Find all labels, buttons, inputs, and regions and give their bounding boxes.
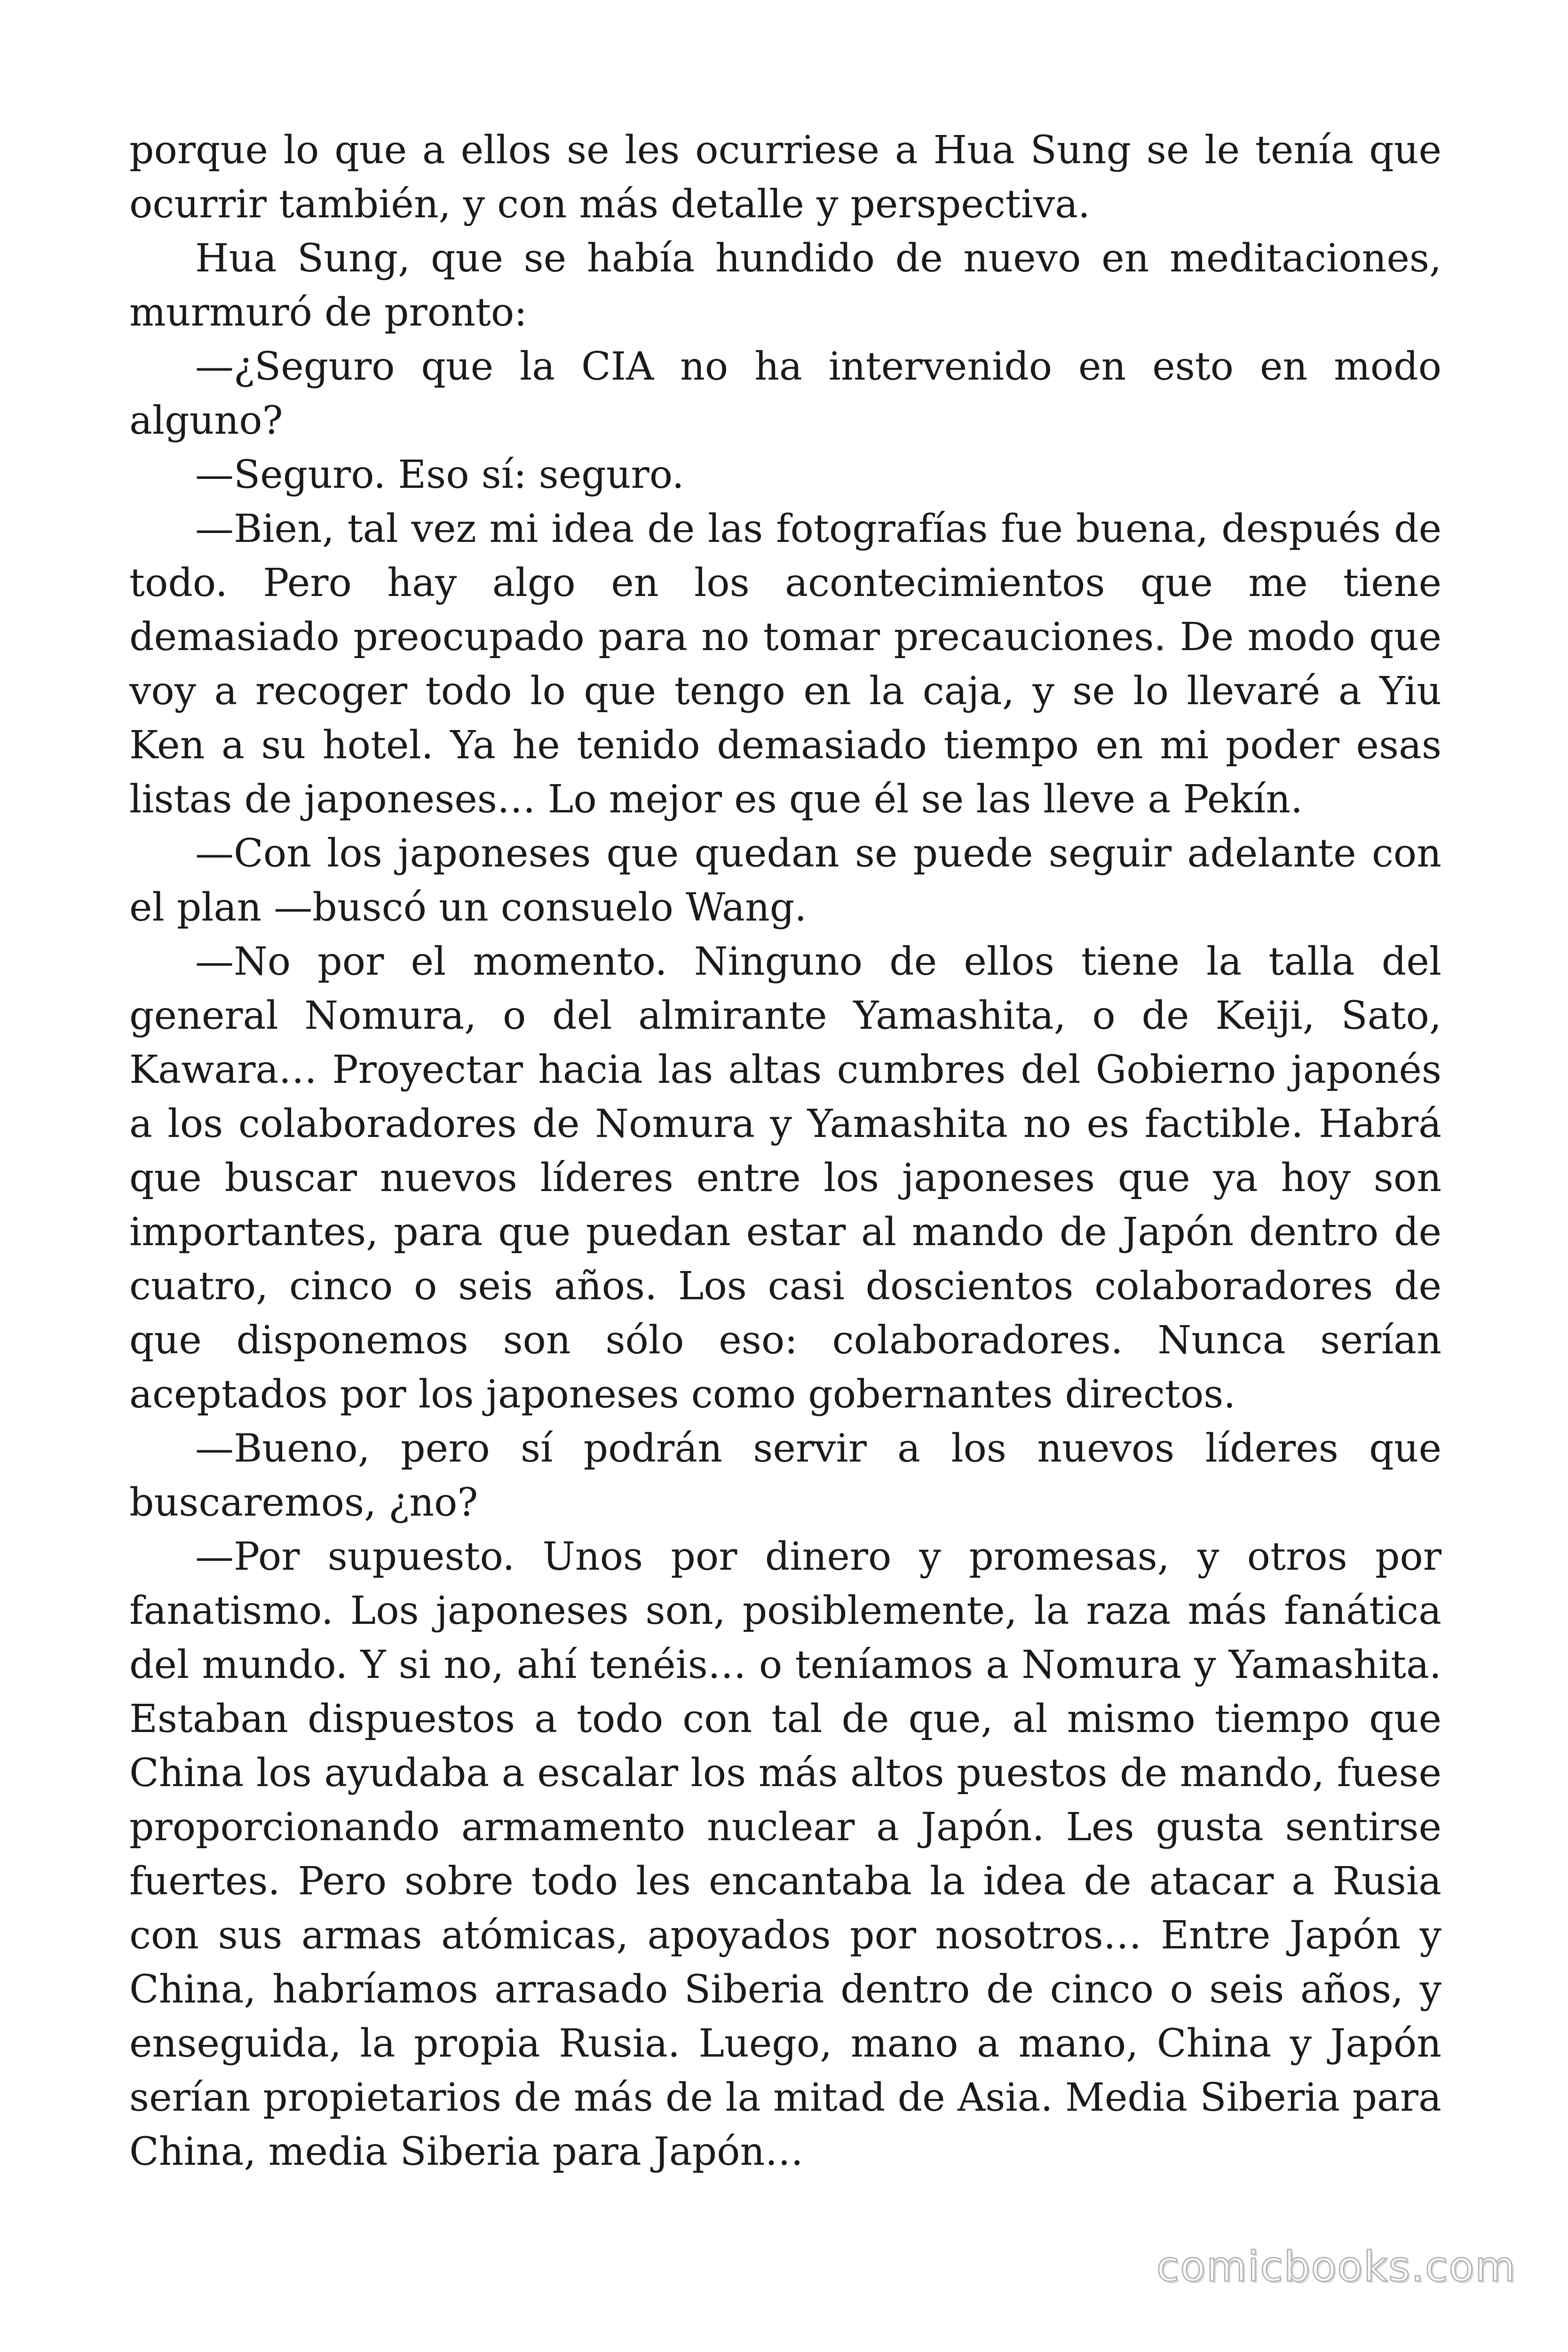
- page-text: [129, 123, 1441, 2179]
- paragraph: —Bien, tal vez mi idea de las fotografías fue buena, después de todo. Pero hay algo en los acontecimientos que me tiene demasiado preocupado para no tomar precauciones. De modo que voy a recoger todo lo que tengo en la caja, y se lo llevaré a Yiu Ken a su hotel. Ya he tenido demasiado tiempo en mi poder esas listas de japoneses… Lo mejor es que él se las lleve a Pekín.: [129, 507, 1441, 822]
- paragraph: —Seguro. Eso sí: seguro.: [195, 453, 684, 497]
- paragraph: —Bueno, pero sí podrán servir a los nuevos líderes que buscaremos, ¿no?: [129, 1426, 1441, 1525]
- paragraph: —¿Seguro que la CIA no ha intervenido en esto en modo alguno?: [129, 344, 1441, 443]
- watermark: comicbooks.com: [1156, 2242, 1516, 2291]
- paragraph: —Con los japoneses que quedan se puede seguir adelante con el plan —buscó un consuelo Wang.: [129, 831, 1441, 930]
- paragraph: Hua Sung, que se había hundido de nuevo en meditaciones, murmuró de pronto:: [129, 236, 1441, 335]
- paragraph: —No por el momento. Ninguno de ellos tiene la talla del general Nomura, o del almirante Yamashita, o de Keiji, Sato, Kawara… Proyectar hacia las altas cumbres del Gobierno japonés a los colaboradores de Nomura y Yamashita no es factible. Habrá que buscar nuevos líderes entre los japoneses que ya hoy son importantes, para que puedan estar al mando de Japón dentro de cuatro, cinco o seis años. Los casi doscientos colaboradores de que disponemos son sólo eso: colaboradores. Nunca serían aceptados por los japoneses como gobernantes directos.: [129, 939, 1441, 1417]
- paragraph: —Por supuesto. Unos por dinero y promesas, y otros por fanatismo. Los japoneses son, posiblemente, la raza más fanática del mundo. Y si no, ahí tenéis… o teníamos a Nomura y Yamashita. Estaban dispuestos a todo con tal de que, al mismo tiempo que China los ayudaba a escalar los más altos puestos de mando, fuese proporcionando armamento nuclear a Japón. Les gusta sentirse fuertes. Pero sobre todo les encantaba la idea de atacar a Rusia con sus armas atómicas, apoyados por nosotros… Entre Japón y China, habríamos arrasado Siberia dentro de cinco o seis años, y enseguida, la propia Rusia. Luego, mano a mano, China y Japón serían propietarios de más de la mitad de Asia. Media Siberia para China, media Siberia para Japón…: [129, 1534, 1441, 2174]
- paragraph: porque lo que a ellos se les ocurriese a Hua Sung se le tenía que ocurrir también, y con más detalle y perspectiva.: [129, 128, 1441, 227]
